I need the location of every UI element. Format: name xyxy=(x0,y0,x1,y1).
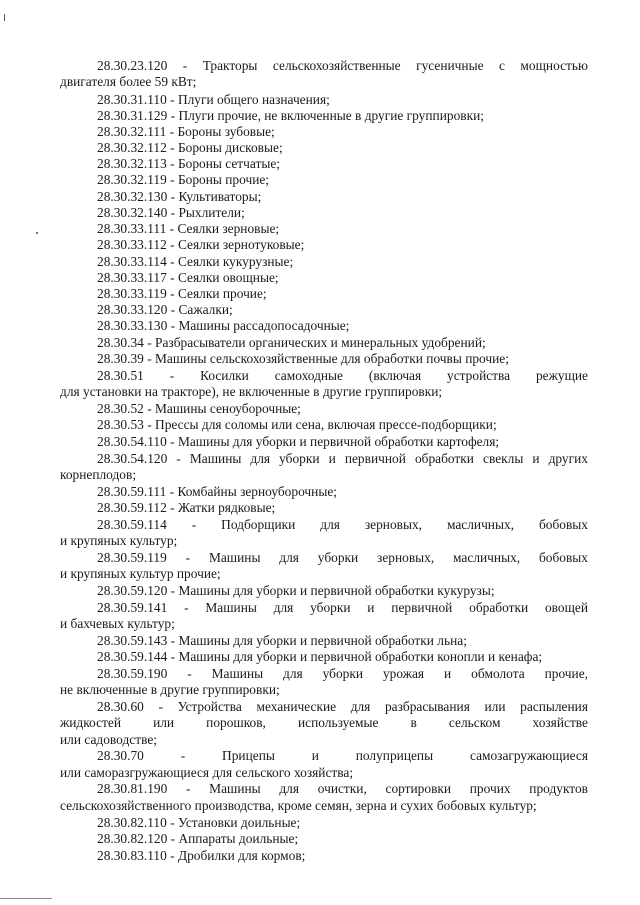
text-line: 28.30.33.117 - Сеялки овощные; xyxy=(97,270,279,285)
text-line: жидкостей или порошков, используемые в сельском хозяйстве xyxy=(60,715,588,730)
text-line: 28.30.59.119 - Машины для уборки зерновых, масличных, бобовых xyxy=(97,550,588,565)
text-line: 28.30.32.130 - Культиваторы; xyxy=(97,189,262,204)
text-line: 28.30.31.110 - Плуги общего назначения; xyxy=(97,92,330,107)
text-line: 28.30.60 - Устройства механические для разбрасывания или распыления xyxy=(97,699,588,714)
text-line: и бахчевых культур; xyxy=(60,616,175,631)
text-line: 28.30.54.120 - Машины для уборки и первичной обработки свеклы и других xyxy=(97,451,588,466)
text-line: 28.30.32.113 - Бороны сетчатые; xyxy=(97,156,280,171)
scan-edge-line xyxy=(0,898,52,899)
text-line: 28.30.32.111 - Бороны зубовые; xyxy=(97,124,275,139)
text-line: и крупяных культур прочие; xyxy=(60,566,221,581)
text-line: 28.30.54.110 - Машины для уборки и первичной обработки картофеля; xyxy=(97,434,500,449)
text-line: 28.30.82.120 - Аппараты доильные; xyxy=(97,831,299,846)
text-line: 28.30.32.140 - Рыхлители; xyxy=(97,205,245,220)
text-line: 28.30.33.119 - Сеялки прочие; xyxy=(97,286,267,301)
text-line: 28.30.81.190 - Машины для очистки, сортировки прочих продуктов xyxy=(97,781,588,796)
text-line: 28.30.31.129 - Плуги прочие, не включенные в другие группировки; xyxy=(97,108,484,123)
text-line: для установки на тракторе), не включенные в другие группировки; xyxy=(60,384,443,399)
text-line: 28.30.59.111 - Комбайны зерноуборочные; xyxy=(97,484,337,499)
text-line: 28.30.33.112 - Сеялки зернотуковые; xyxy=(97,237,305,252)
text-line: 28.30.39 - Машины сельскохозяйственные для обработки почвы прочие; xyxy=(97,351,509,366)
text-line: 28.30.70 - Прицепы и полуприцепы самозагружающиеся xyxy=(97,748,588,763)
text-line: 28.30.33.130 - Машины рассадопосадочные; xyxy=(97,318,350,333)
text-line: 28.30.83.110 - Дробилки для кормов; xyxy=(97,848,306,863)
text-line: 28.30.59.143 - Машины для уборки и первичной обработки льна; xyxy=(97,633,467,648)
text-line: или саморазгружающиеся для сельского хозяйства; xyxy=(60,765,354,780)
text-line: двигателя более 59 кВт; xyxy=(60,74,197,89)
text-line: корнеплодов; xyxy=(60,467,137,482)
scan-artifact-mark xyxy=(4,14,5,21)
scan-artifact-dot xyxy=(36,232,38,234)
text-line: 28.30.32.112 - Бороны дисковые; xyxy=(97,140,283,155)
text-line: 28.30.59.120 - Машины для уборки и первичной обработки кукурузы; xyxy=(97,583,495,598)
text-line: не включенные в другие группировки; xyxy=(60,682,280,697)
text-line: 28.30.34 - Разбрасыватели органических и минеральных удобрений; xyxy=(97,335,486,350)
text-line: 28.30.33.114 - Сеялки кукурузные; xyxy=(97,254,294,269)
text-line: 28.30.23.120 - Тракторы сельскохозяйственные гусеничные с мощностью xyxy=(97,58,588,73)
text-line: 28.30.53 - Прессы для соломы или сена, включая прессе-подборщики; xyxy=(97,417,497,432)
text-line: 28.30.59.144 - Машины для уборки и первичной обработки конопли и кенафа; xyxy=(97,649,543,664)
text-line: 28.30.59.141 - Машины для уборки и первичной обработки овощей xyxy=(97,600,588,615)
text-line: 28.30.52 - Машины сеноуборочные; xyxy=(97,401,301,416)
text-line: 28.30.82.110 - Установки доильные; xyxy=(97,815,301,830)
text-line: 28.30.59.112 - Жатки рядковые; xyxy=(97,500,276,515)
text-line: 28.30.59.114 - Подборщики для зерновых, масличных, бобовых xyxy=(97,517,588,532)
text-line: сельскохозяйственного производства, кроме семян, зерна и сухих бобовых культур; xyxy=(60,798,537,813)
text-line: 28.30.51 - Косилки самоходные (включая устройства режущие xyxy=(97,368,588,383)
text-line: 28.30.59.190 - Машины для уборки урожая и обмолота прочие, xyxy=(97,666,588,681)
text-line: или садоводстве; xyxy=(60,732,157,747)
text-line: 28.30.32.119 - Бороны прочие; xyxy=(97,172,270,187)
text-line: 28.30.33.120 - Сажалки; xyxy=(97,302,233,317)
text-line: 28.30.33.111 - Сеялки зерновые; xyxy=(97,221,280,236)
text-line: и крупяных культур; xyxy=(60,533,178,548)
